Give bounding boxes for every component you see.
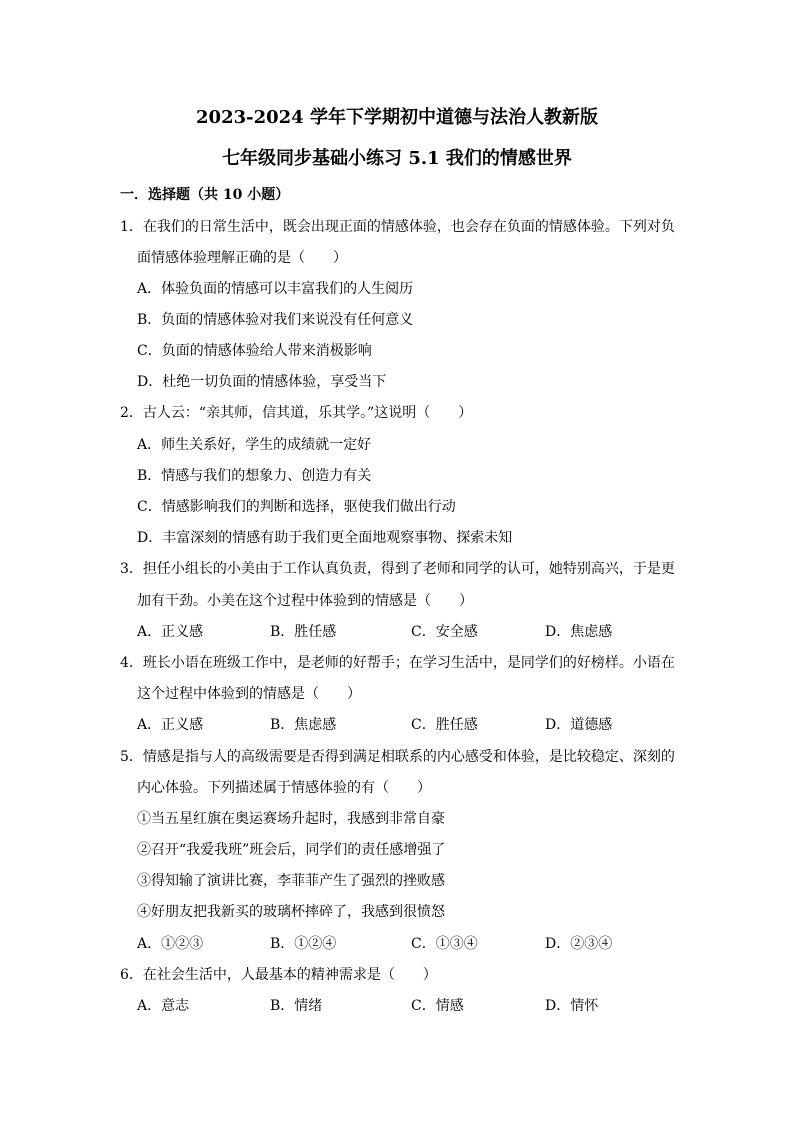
question-6-option-a: A．意志 [137, 998, 190, 1014]
question-3-option-b: B．胜任感 [270, 624, 337, 640]
question-1-option-c: C．负面的情感体验给人带来消极影响 [137, 343, 372, 359]
question-2-stem: 2．古人云：“亲其师，信其道，乐其学。”这说明（ ） [120, 405, 473, 421]
question-4-stem-cont: 这个过程中体验到的情感是（ ） [137, 686, 361, 702]
question-5-option-d: D．②③④ [545, 936, 613, 952]
document-title-line-2: 七年级同步基础小练习 5.1 我们的情感世界 [222, 148, 572, 169]
question-1-stem: 1．在我们的日常生活中，既会出现正面的情感体验，也会存在负面的情感体验。下列对负 [120, 219, 675, 235]
question-5-option-a: A．①②③ [137, 936, 204, 952]
question-1-option-b: B．负面的情感体验对我们来说没有任何意义 [137, 312, 414, 328]
question-4-option-c: C．胜任感 [411, 717, 478, 733]
question-1-stem-cont: 面情感体验理解正确的是（ ） [137, 250, 347, 266]
question-5-stem: 5．情感是指与人的高级需要是否得到满足相联系的内心感受和体验，是比较稳定、深刻的 [120, 749, 675, 765]
question-3-option-a: A．正义感 [137, 624, 204, 640]
question-3-option-c: C．安全感 [411, 624, 478, 640]
question-5-option-b: B．①②④ [270, 936, 337, 952]
question-5-item-1: ①当五星红旗在奥运赛场升起时，我感到非常自豪 [137, 811, 445, 827]
question-1-option-a: A．体验负面的情感可以丰富我们的人生阅历 [137, 281, 414, 297]
question-5-item-4: ④好朋友把我新买的玻璃杯摔碎了，我感到很愤怒 [137, 904, 445, 920]
question-3-stem-cont: 加有干劲。小美在这个过程中体验到的情感是（ ） [137, 593, 473, 609]
question-5-option-c: C．①③④ [411, 936, 478, 952]
question-4-option-d: D．道德感 [545, 717, 613, 733]
question-6-option-d: D．情怀 [545, 998, 599, 1014]
question-6-option-b: B．情绪 [270, 998, 323, 1014]
question-2-option-c: C．情感影响我们的判断和选择，驱使我们做出行动 [137, 499, 456, 515]
document-title-line-1: 2023-2024 学年下学期初中道德与法治人教新版 [196, 107, 598, 128]
question-6-option-c: C．情感 [411, 998, 464, 1014]
question-5-item-2: ②召开“我爱我班”班会后，同学们的责任感增强了 [137, 842, 446, 858]
question-5-item-3: ③得知输了演讲比赛，李菲菲产生了强烈的挫败感 [137, 873, 445, 889]
question-4-stem: 4．班长小语在班级工作中，是老师的好帮手；在学习生活中，是同学们的好榜样。小语在 [120, 655, 675, 671]
question-5-stem-cont: 内心体验。下列描述属于情感体验的有（ ） [137, 780, 431, 796]
question-2-option-a: A．师生关系好，学生的成绩就一定好 [137, 437, 372, 453]
question-3-option-d: D．焦虑感 [545, 624, 613, 640]
question-4-option-a: A．正义感 [137, 717, 204, 733]
question-3-stem: 3．担任小组长的小美由于工作认真负责，得到了老师和同学的认可，她特别高兴，于是更 [120, 561, 675, 577]
section-heading: 一．选择题（共 10 小题） [120, 187, 290, 203]
question-4-option-b: B．焦虑感 [270, 717, 337, 733]
question-1-option-d: D．杜绝一切负面的情感体验，享受当下 [137, 374, 387, 390]
question-2-option-d: D．丰富深刻的情感有助于我们更全面地观察事物、探索未知 [137, 530, 513, 546]
question-2-option-b: B．情感与我们的想象力、创造力有关 [137, 468, 372, 484]
question-6-stem: 6．在社会生活中，人最基本的精神需求是（ ） [120, 967, 437, 983]
